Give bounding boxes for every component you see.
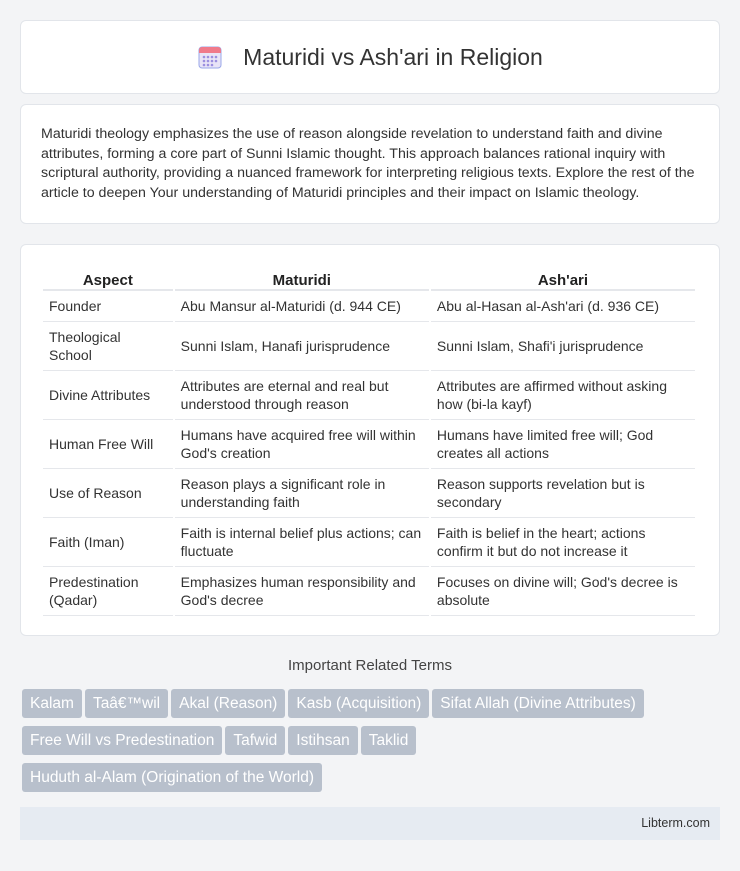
ashari-cell: Attributes are affirmed without asking how (bi-la kayf) [431, 371, 695, 420]
ashari-cell: Faith is belief in the heart; actions confirm it but do not increase it [431, 518, 695, 567]
ashari-cell: Reason supports revelation but is secondary [431, 469, 695, 518]
table-row [43, 518, 695, 567]
table-row [43, 420, 695, 469]
comparison-table [41, 267, 697, 616]
aspect-cell: Founder [43, 291, 173, 322]
aspect-cell: Use of Reason [43, 469, 173, 518]
footer [20, 807, 720, 840]
column-header: Maturidi [175, 267, 429, 291]
related-terms-title: Important Related Terms [288, 657, 452, 674]
table-row [43, 322, 695, 371]
ashari-cell: Abu al-Hasan al-Ash'ari (d. 936 CE) [431, 291, 695, 322]
table-header-row [43, 267, 695, 291]
table-row [43, 371, 695, 420]
tag-link[interactable]: Free Will vs Predestination [22, 726, 222, 755]
intro-text: Maturidi theology emphasizes the use of reason alongside revelation to understand faith and divine attributes, forming a core part of Sunni Islamic thought. This approach balances rational inquiry with scriptural authority, providing a nuanced framework for interpreting religious texts. Explore the rest of the article to deepen Your understanding of Maturidi principles and their impact on Islamic theology. [41, 126, 695, 201]
ashari-cell: Humans have limited free will; God creates all actions [431, 420, 695, 469]
tag-link[interactable]: Tafwid [225, 726, 285, 755]
footer-site-link[interactable]: Libterm.com [641, 816, 710, 830]
maturidi-cell: Sunni Islam, Hanafi jurisprudence [175, 322, 429, 371]
table-row [43, 291, 695, 322]
maturidi-cell: Attributes are eternal and real but understood through reason [175, 371, 429, 420]
aspect-cell: Divine Attributes [43, 371, 173, 420]
tag-link[interactable]: Taâ€™wil [85, 689, 168, 718]
page-title: Maturidi vs Ash'ari in Religion [243, 43, 543, 70]
tag-link[interactable]: Kasb (Acquisition) [288, 689, 429, 718]
ashari-cell: Sunni Islam, Shafi'i jurisprudence [431, 322, 695, 371]
maturidi-cell: Faith is internal belief plus actions; can fluctuate [175, 518, 429, 567]
ashari-cell: Focuses on divine will; God's decree is absolute [431, 567, 695, 616]
tag-link[interactable]: Sifat Allah (Divine Attributes) [432, 689, 644, 718]
tag-link[interactable]: Istihsan [288, 726, 357, 755]
aspect-cell: Predestination (Qadar) [43, 567, 173, 616]
table-row [43, 469, 695, 518]
calendar-icon [197, 44, 223, 70]
header-card [20, 20, 720, 94]
related-terms-list [22, 689, 722, 800]
tag-link[interactable]: Kalam [22, 689, 82, 718]
tag-link[interactable]: Taklid [361, 726, 417, 755]
column-header: Aspect [43, 267, 173, 291]
tag-link[interactable]: Huduth al-Alam (Origination of the World) [22, 763, 322, 792]
tag-link[interactable]: Akal (Reason) [171, 689, 285, 718]
table-row [43, 567, 695, 616]
aspect-cell: Faith (Iman) [43, 518, 173, 567]
maturidi-cell: Reason plays a significant role in understanding faith [175, 469, 429, 518]
maturidi-cell: Humans have acquired free will within God's creation [175, 420, 429, 469]
maturidi-cell: Abu Mansur al-Maturidi (d. 944 CE) [175, 291, 429, 322]
maturidi-cell: Emphasizes human responsibility and God's decree [175, 567, 429, 616]
aspect-cell: Theological School [43, 322, 173, 371]
comparison-card [20, 244, 720, 636]
intro-card [20, 104, 720, 224]
aspect-cell: Human Free Will [43, 420, 173, 469]
column-header: Ash'ari [431, 267, 695, 291]
